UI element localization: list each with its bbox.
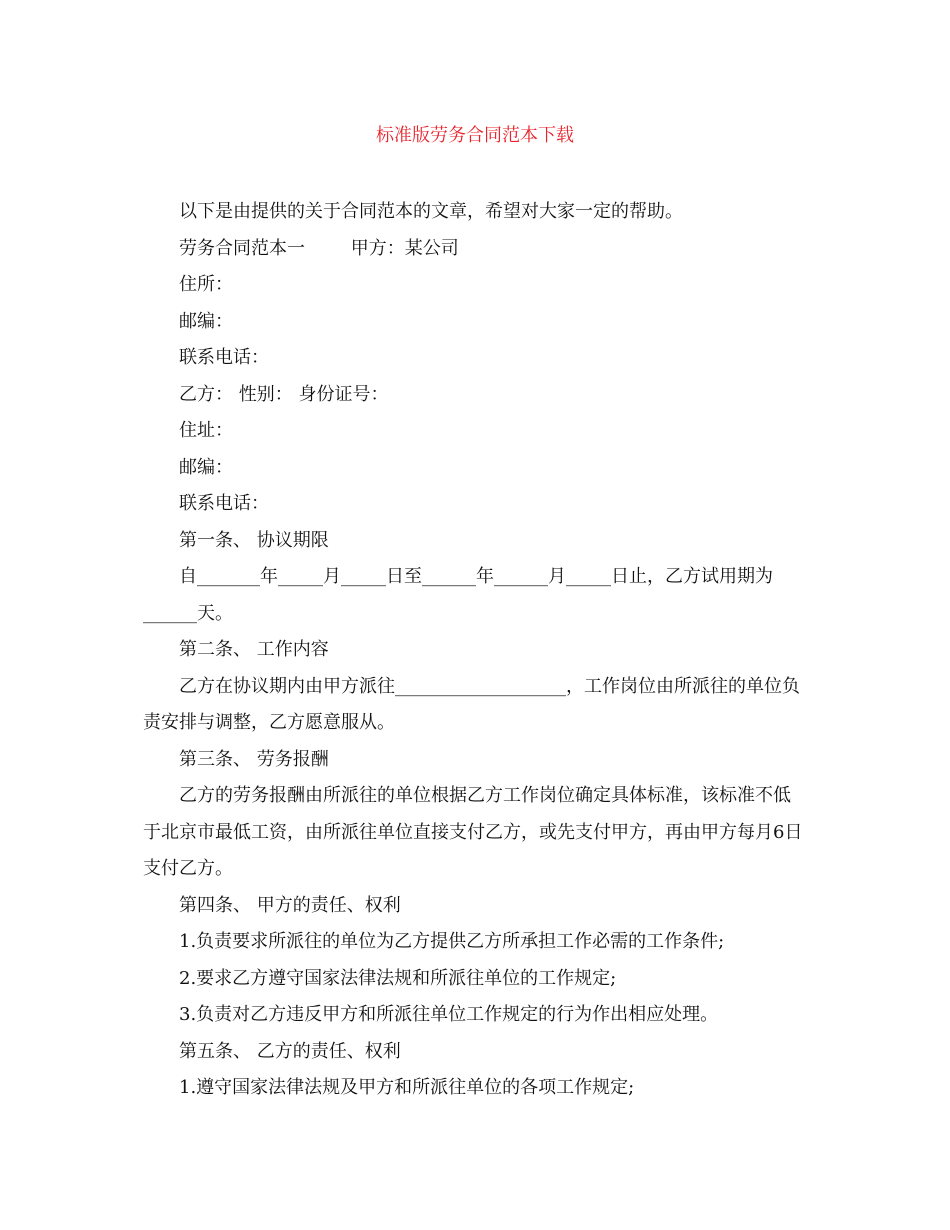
party-b-postcode: 邮编：	[179, 456, 233, 478]
party-a-phone: 联系电话：	[179, 347, 269, 368]
article-4-item-2: 2.要求乙方遵守国家法律法规和所派往单位的工作规定;	[179, 967, 617, 989]
party-a-postcode: 邮编：	[179, 310, 233, 332]
article-1-heading: 第一条、 协议期限	[179, 529, 329, 551]
party-b-info: 乙方： 性别： 身份证号：	[179, 383, 389, 405]
article-5-heading: 第五条、 乙方的责任、权利	[179, 1040, 401, 1062]
article-2-heading: 第二条、 工作内容	[179, 639, 329, 660]
contract-heading-party-a: 劳务合同范本一 甲方：某公司	[179, 237, 459, 259]
article-4-heading: 第四条、 甲方的责任、权利	[179, 894, 401, 916]
article-2-body: 乙方在协议期内由甲方派往___________________，工作岗位由所派往的单位负责安排与调整，乙方愿意服从。	[143, 675, 800, 733]
document-title: 标准版劳务合同范本下载	[376, 125, 574, 146]
article-5-item-1: 1.遵守国家法律法规及甲方和所派往单位的各项工作规定;	[179, 1077, 635, 1098]
intro-paragraph: 以下是由提供的关于合同范本的文章，希望对大家一定的帮助。	[179, 201, 683, 222]
article-4-item-3: 3.负责对乙方违反甲方和所派往单位工作规定的行为作出相应处理。	[179, 1004, 719, 1025]
article-3-heading: 第三条、 劳务报酬	[179, 748, 329, 770]
party-a-address: 住所：	[179, 274, 233, 295]
article-1-body: 自_______年_____月_____日至______年______月_____日止，乙方试用期为______天。	[143, 566, 773, 624]
party-b-address: 住址：	[179, 420, 233, 441]
party-b-phone: 联系电话：	[179, 493, 269, 514]
article-3-body: 乙方的劳务报酬由所派往的单位根据乙方工作岗位确定具体标准，该标准不低于北京市最低工资，由所派往单位直接支付乙方，或先支付甲方，再由甲方每月6日支付乙方。	[143, 785, 803, 879]
article-4-item-1: 1.负责要求所派往的单位为乙方提供乙方所承担工作必需的工作条件;	[179, 931, 725, 952]
document-body	[143, 194, 805, 1107]
